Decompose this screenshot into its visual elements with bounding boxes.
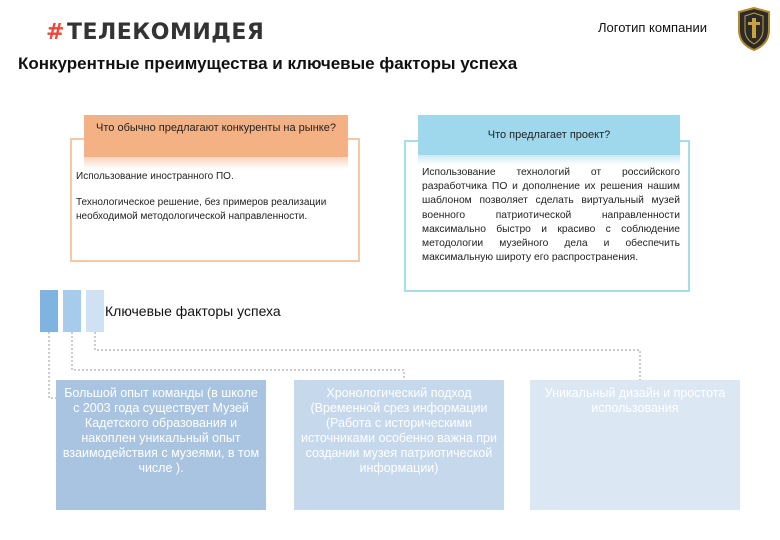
competitors-heading: Что обычно предлагают конкуренты на рынке?	[84, 115, 348, 157]
factor-tab	[63, 290, 81, 332]
factor-tab	[40, 290, 58, 332]
competitor-item: Технологическое решение, без примеров реализации необходимой методологической направленности.	[76, 197, 327, 222]
logo-label: Логотип компании	[598, 20, 708, 35]
page-title: Конкурентные преимущества и ключевые факторы успеха	[18, 54, 518, 73]
brand-name: ТЕЛЕКОМИДЕЯ	[66, 20, 265, 45]
project-heading: Что предлагает проект?	[418, 115, 680, 155]
brand-logo	[46, 20, 264, 45]
key-factors-title: Ключевые факторы успеха	[105, 303, 281, 319]
factor-card-experience: Большой опыт команды (в школе с 2003 года существует Музей Кадетского образования и накоплен уникальный опыт взаимодействия с музеями, в том числе ).	[56, 380, 266, 510]
competitor-item: Использование иностранного ПО.	[76, 171, 234, 182]
project-text: Использование технологий от российского разработчика ПО и дополнение их решения нашим шаблоном позволяет сделать виртуальный музей военного патриотической направленности максимально быстро и красиво с соблюдение методологии музейного дела и обеспечить максимальную широту его распространения.	[422, 167, 680, 264]
factor-card-design: Уникальный дизайн и простота использования	[530, 380, 740, 510]
brand-hash: #	[46, 20, 65, 45]
factor-card-chronology: Хронологический подход (Временной срез информации (Работа с историческими источниками особенно важна при создании музея патриотической информации)	[294, 380, 504, 510]
shield-emblem-icon	[736, 6, 772, 52]
factor-tab	[86, 290, 104, 332]
